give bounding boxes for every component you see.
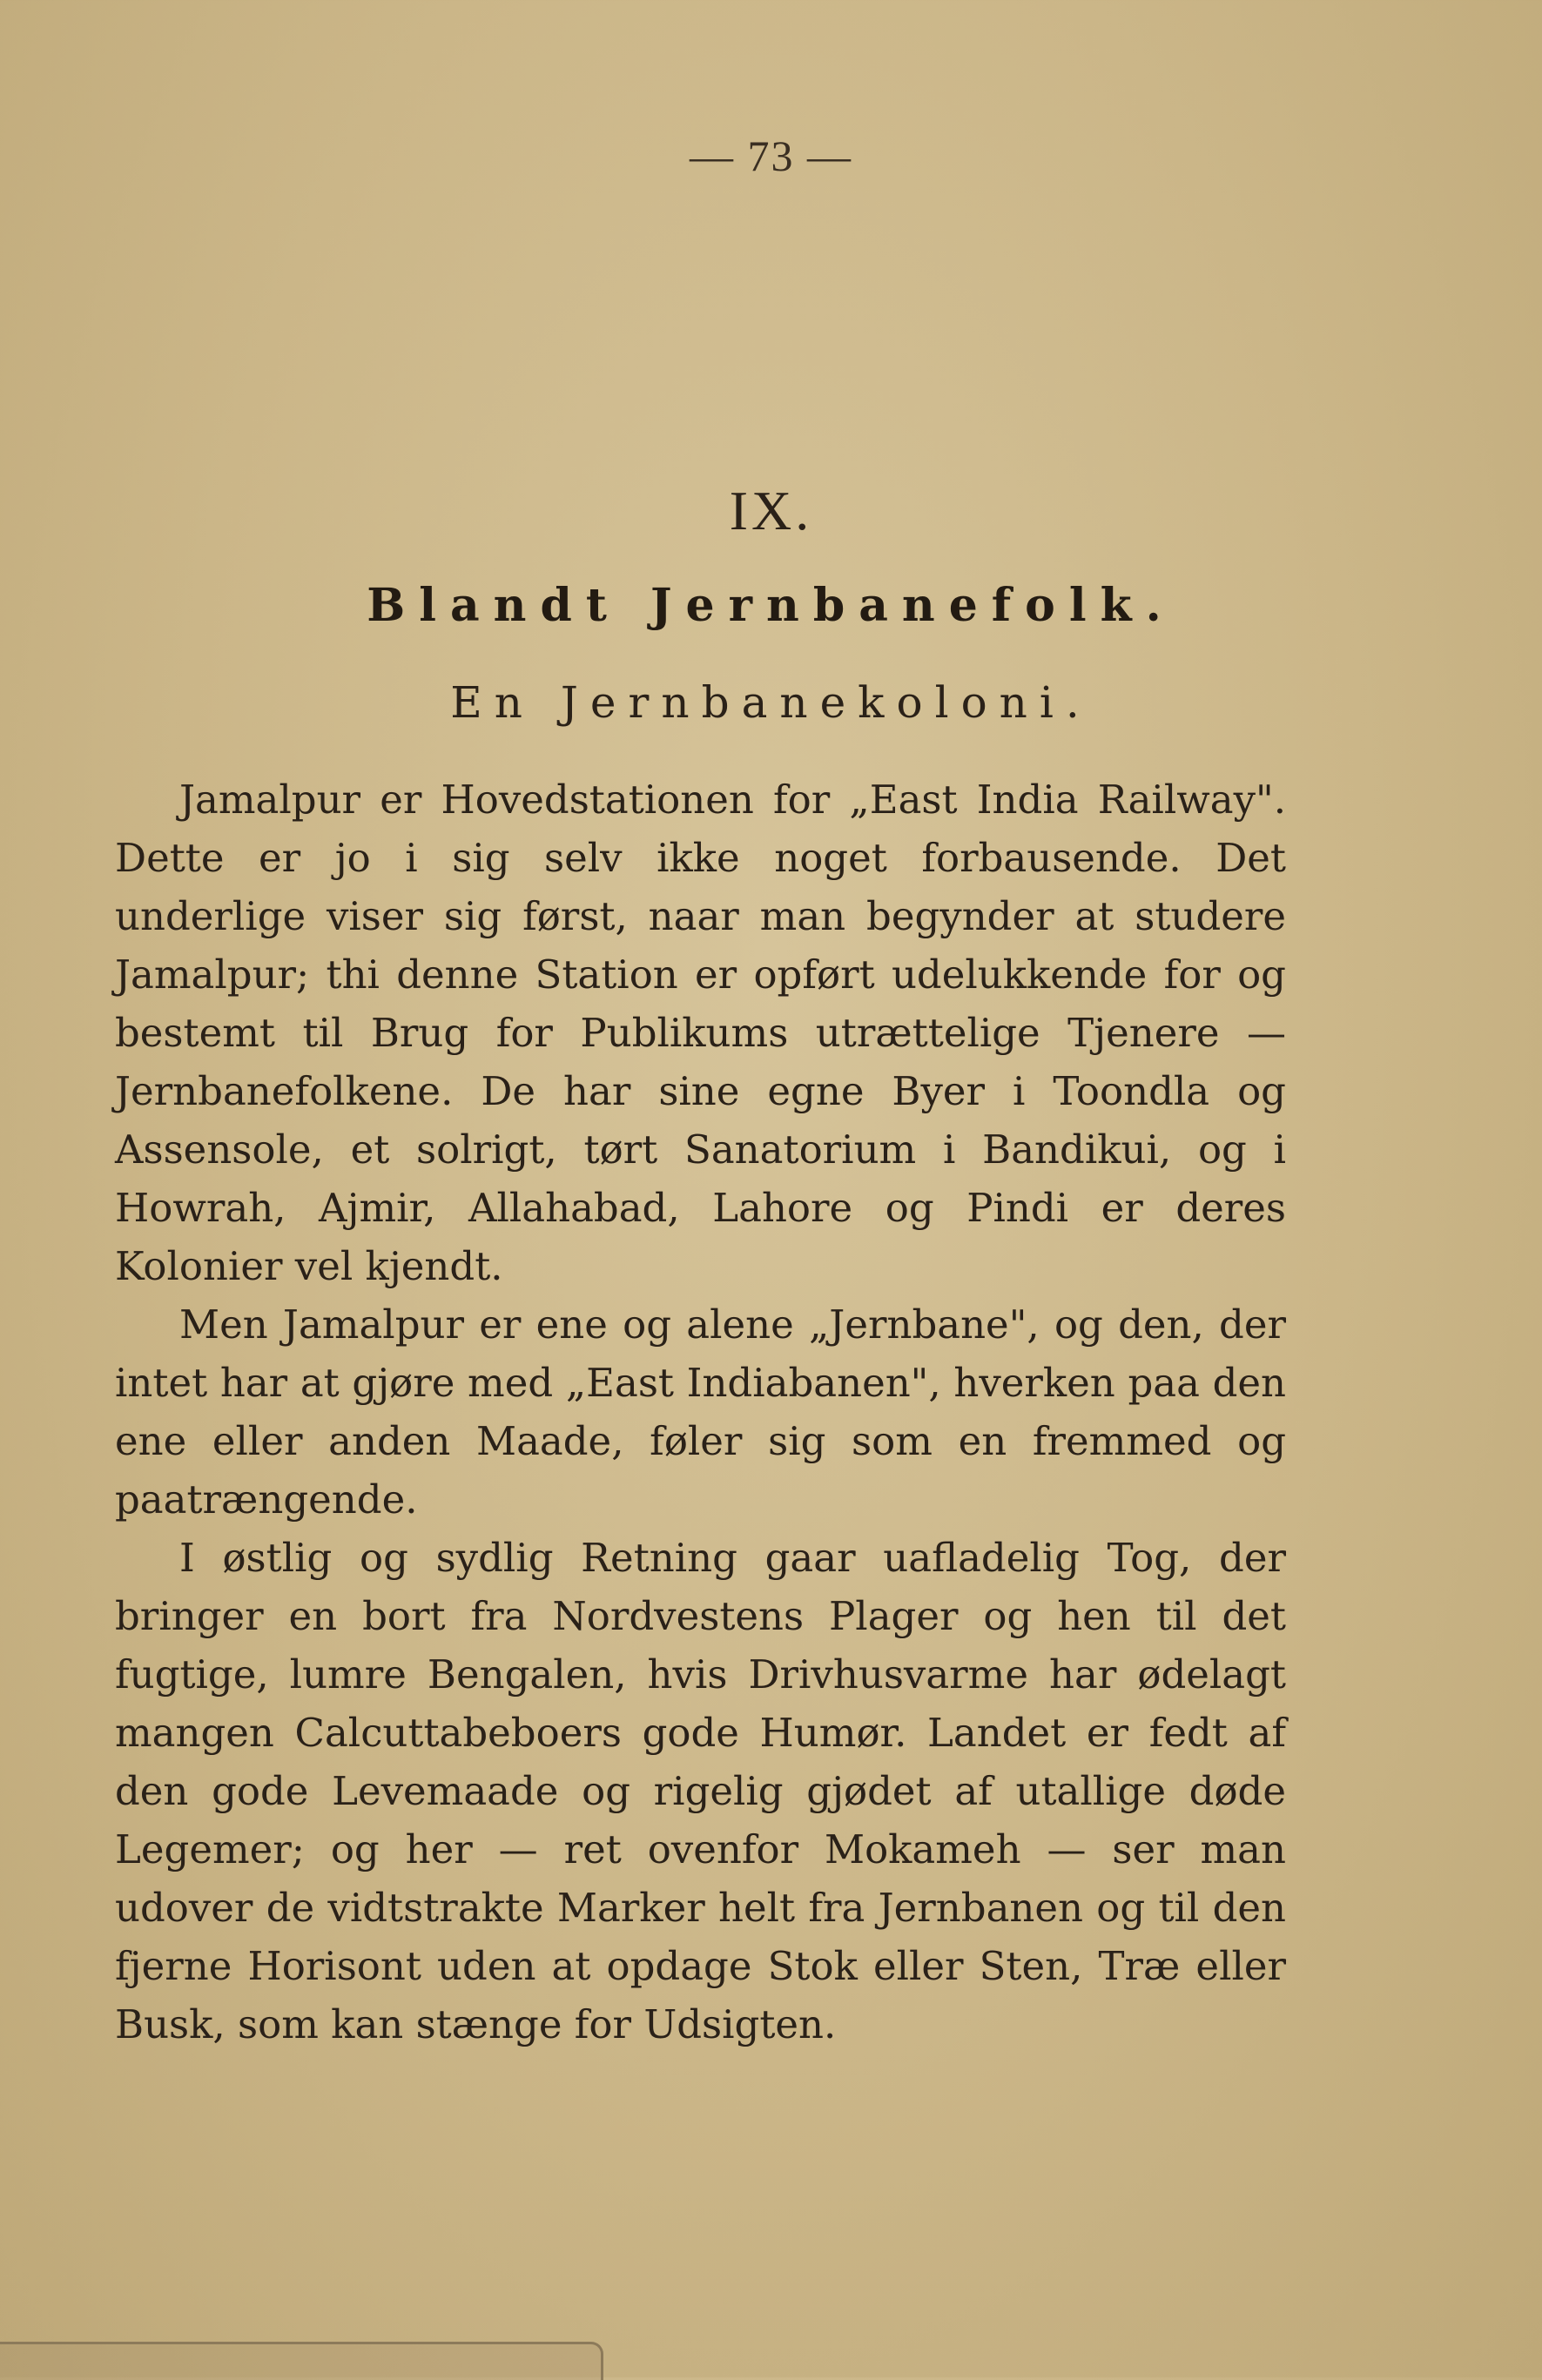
- body-text: [115, 770, 1286, 2054]
- page-number: — 73 —: [690, 131, 852, 180]
- paragraph: Men Jamalpur er ene og alene „Jernbane", og den, der intet har at gjøre med „East Indiabanen", hverken paa den ene eller anden Maade, føler sig som en fremmed og paatrængende.: [115, 1301, 1286, 1523]
- chapter-numeral: IX.: [729, 480, 813, 541]
- page-edge-shadow: [0, 2342, 603, 2380]
- paragraph: I østlig og sydlig Retning gaar uafladelig Tog, der bringer en bort fra Nordvestens Plager og hen til det fugtige, lumre Bengalen, hvis Drivhusvarme har ødelagt mangen Calcuttabeboers gode Humør. Landet er fedt af den gode Levemaade og rigelig gjødet af utallige døde Legemer; og her — ret ovenfor Mokameh — ser man udover de vidtstrakte Marker helt fra Jernbanen og til den fjerne Horisont uden at opdage Stok eller Sten, Træ eller Busk, som kan stænge for Udsigten.: [115, 1535, 1286, 2047]
- chapter-title: Blandt Jernbanefolk.: [367, 579, 1175, 632]
- paragraph: Jamalpur er Hovedstationen for „East India Railway". Dette er jo i sig selv ikke noget forbausende. Det underlige viser sig først, naar man begynder at studere Jamalpur; thi denne Station er opført udelukkende for og bestemt til Brug for Publikums utrættelige Tjenere — Jernbanefolkene. De har sine egne Byer i Toondla og Assensole, et solrigt, tørt Sanatorium i Bandikui, og i Howrah, Ajmir, Allahabad, Lahore og Pindi er deres Kolonier vel kjendt.: [115, 777, 1286, 1289]
- section-title: En Jernbanekoloni.: [450, 677, 1092, 728]
